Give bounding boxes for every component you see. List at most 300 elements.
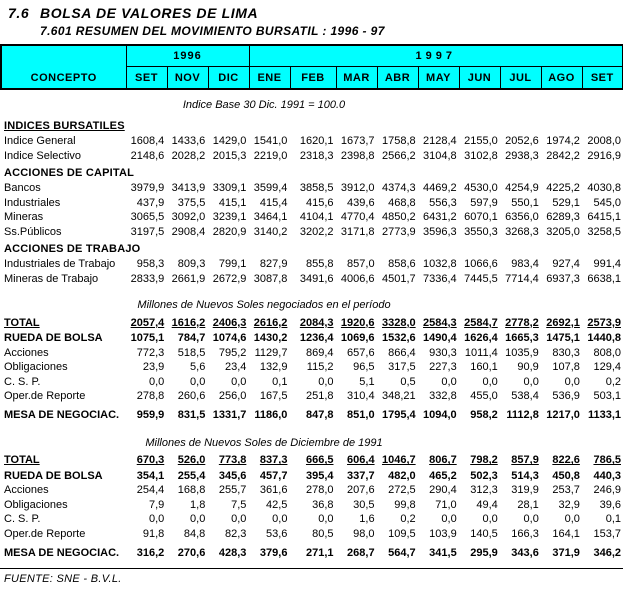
value-cell: 1920,6 bbox=[340, 316, 375, 329]
value-cell: 5,1 bbox=[359, 375, 375, 388]
value-cell: 98,0 bbox=[353, 527, 375, 540]
value-cell: 822,6 bbox=[552, 454, 580, 467]
value-cell: 3258,5 bbox=[587, 225, 621, 238]
value-cell: 1236,4 bbox=[299, 332, 334, 344]
value-cell: 2661,9 bbox=[171, 272, 206, 285]
value-cell: 798,2 bbox=[470, 454, 498, 467]
value-cell: 36,8 bbox=[312, 498, 334, 511]
value-cell: 437,9 bbox=[136, 196, 165, 209]
row-label: Oper.de Reporte bbox=[4, 527, 86, 540]
value-cell: 927,4 bbox=[552, 258, 580, 270]
value-cell: 0,0 bbox=[564, 375, 580, 388]
column-header-table bbox=[0, 44, 623, 90]
table-row bbox=[0, 313, 623, 331]
value-cell: 2584,3 bbox=[423, 316, 457, 329]
value-cell: 1620,1 bbox=[299, 135, 334, 147]
value-cell: 857,0 bbox=[347, 258, 375, 270]
value-cell: 160,1 bbox=[470, 361, 498, 373]
row-label: Obligaciones bbox=[4, 361, 68, 373]
value-cell: 7,5 bbox=[231, 498, 247, 511]
value-cell: 1046,7 bbox=[381, 454, 416, 467]
value-cell: 53,6 bbox=[266, 527, 288, 540]
value-cell: 2820,9 bbox=[212, 225, 247, 238]
value-cell: 1475,1 bbox=[546, 332, 580, 344]
value-cell: 256,0 bbox=[218, 390, 247, 402]
value-cell: 3858,5 bbox=[299, 182, 334, 194]
value-cell: 1,6 bbox=[359, 513, 375, 525]
value-cell: 1217,0 bbox=[546, 409, 580, 422]
value-cell: 272,5 bbox=[388, 484, 416, 496]
table-row bbox=[0, 541, 623, 561]
value-cell: 4104,1 bbox=[299, 211, 334, 223]
value-cell: 316,2 bbox=[136, 546, 165, 559]
year-group-header: 1996 bbox=[126, 45, 249, 67]
value-cell: 0,0 bbox=[272, 513, 288, 525]
value-cell: 983,4 bbox=[511, 258, 539, 270]
value-cell: 2015,3 bbox=[212, 149, 247, 162]
row-label: Mineras bbox=[4, 211, 44, 223]
row-label: Industriales de Trabajo bbox=[4, 258, 116, 270]
value-cell: 1430,2 bbox=[253, 332, 288, 344]
value-cell: 3205,0 bbox=[546, 225, 580, 238]
value-cell: 795,2 bbox=[218, 346, 247, 359]
value-cell: 1331,7 bbox=[212, 409, 247, 422]
table-row bbox=[0, 360, 623, 375]
value-cell: 2057,4 bbox=[130, 316, 165, 329]
value-cell: 2908,4 bbox=[171, 225, 206, 238]
value-cell: 1035,9 bbox=[505, 346, 539, 359]
value-cell: 0,5 bbox=[400, 375, 416, 388]
value-cell: 606,4 bbox=[347, 454, 375, 467]
value-cell: 564,7 bbox=[388, 546, 416, 559]
value-cell: 415,4 bbox=[259, 196, 288, 209]
value-cell: 670,3 bbox=[136, 454, 165, 467]
table-note bbox=[0, 90, 623, 113]
table-row bbox=[0, 149, 623, 164]
value-cell: 7445,5 bbox=[464, 272, 498, 285]
value-cell: 107,8 bbox=[552, 361, 580, 373]
row-label: Acciones bbox=[4, 484, 49, 496]
value-cell: 39,6 bbox=[599, 498, 621, 511]
value-cell: 2938,3 bbox=[505, 149, 539, 162]
table-row bbox=[0, 196, 623, 211]
value-cell: 869,4 bbox=[305, 346, 334, 359]
value-cell: 439,6 bbox=[347, 196, 375, 209]
value-cell: 3328,0 bbox=[381, 316, 416, 329]
value-cell: 3239,1 bbox=[212, 211, 247, 223]
value-cell: 4225,2 bbox=[546, 182, 580, 194]
table-row bbox=[0, 389, 623, 404]
value-cell: 1673,7 bbox=[340, 135, 375, 147]
section-heading bbox=[0, 163, 623, 181]
value-cell: 4530,0 bbox=[464, 182, 498, 194]
value-cell: 958,2 bbox=[470, 409, 498, 422]
value-cell: 91,8 bbox=[142, 527, 165, 540]
row-label: C. S. P. bbox=[4, 513, 41, 525]
value-cell: 1074,6 bbox=[212, 332, 247, 344]
value-cell: 536,9 bbox=[552, 390, 580, 402]
value-cell: 468,8 bbox=[388, 196, 416, 209]
table-row bbox=[0, 331, 623, 346]
table-row bbox=[0, 451, 623, 469]
value-cell: 1608,4 bbox=[130, 135, 165, 147]
value-cell: 0,0 bbox=[148, 513, 165, 525]
value-cell: 1490,4 bbox=[423, 332, 457, 344]
table-row bbox=[0, 469, 623, 484]
value-cell: 99,8 bbox=[394, 498, 416, 511]
value-cell: 295,9 bbox=[470, 546, 498, 559]
value-cell: 253,7 bbox=[552, 484, 580, 496]
value-cell: 0,0 bbox=[441, 513, 457, 525]
value-cell: 341,5 bbox=[429, 546, 457, 559]
row-label: TOTAL bbox=[4, 316, 40, 329]
value-cell: 2052,6 bbox=[505, 135, 539, 147]
value-cell: 28,1 bbox=[517, 498, 539, 511]
row-label: RUEDA DE BOLSA bbox=[4, 332, 103, 344]
value-cell: 2842,2 bbox=[546, 149, 580, 162]
value-cell: 2773,9 bbox=[381, 225, 416, 238]
value-cell: 1440,8 bbox=[587, 332, 621, 344]
value-cell: 0,1 bbox=[605, 513, 621, 525]
value-cell: 3102,8 bbox=[464, 149, 498, 162]
row-label: Acciones bbox=[4, 346, 49, 359]
data-table bbox=[0, 90, 623, 561]
value-cell: 3202,2 bbox=[299, 225, 334, 238]
value-cell: 3979,9 bbox=[130, 182, 165, 194]
value-cell: 6289,3 bbox=[546, 211, 580, 223]
table-row bbox=[0, 404, 623, 424]
value-cell: 556,3 bbox=[429, 196, 457, 209]
value-cell: 1541,0 bbox=[253, 135, 288, 147]
value-cell: 254,4 bbox=[136, 484, 165, 496]
section-number: 7.6 bbox=[8, 5, 30, 21]
value-cell: 3092,0 bbox=[171, 211, 206, 223]
value-cell: 348,21 bbox=[381, 390, 416, 402]
section-heading bbox=[0, 239, 623, 257]
value-cell: 1,8 bbox=[190, 498, 206, 511]
row-label: MESA DE NEGOCIAC. bbox=[4, 546, 120, 559]
value-cell: 3413,9 bbox=[171, 182, 206, 194]
value-cell: 3197,5 bbox=[130, 225, 165, 238]
value-cell: 260,6 bbox=[177, 390, 206, 402]
value-cell: 3268,3 bbox=[505, 225, 539, 238]
value-cell: 1066,6 bbox=[464, 258, 498, 270]
value-cell: 3464,1 bbox=[253, 211, 288, 223]
value-cell: 2778,2 bbox=[505, 316, 539, 329]
value-cell: 6070,1 bbox=[464, 211, 498, 223]
value-cell: 1616,2 bbox=[171, 316, 206, 329]
value-cell: 4374,3 bbox=[381, 182, 416, 194]
value-cell: 0,0 bbox=[190, 375, 206, 388]
section-heading-label: ACCIONES DE CAPITAL bbox=[4, 167, 135, 179]
value-cell: 80,5 bbox=[312, 527, 334, 540]
year-group-header: 1997 bbox=[249, 45, 623, 67]
value-cell: 255,4 bbox=[177, 469, 206, 482]
table-row bbox=[0, 210, 623, 225]
value-cell: 3550,3 bbox=[464, 225, 498, 238]
value-cell: 809,3 bbox=[177, 258, 206, 270]
note-text: Millones de Nuevos Soles de Diciembre de 1991 bbox=[145, 436, 383, 449]
value-cell: 428,3 bbox=[218, 546, 247, 559]
value-cell: 2616,2 bbox=[253, 316, 288, 329]
value-cell: 4006,6 bbox=[340, 272, 375, 285]
value-cell: 958,3 bbox=[136, 258, 165, 270]
value-cell: 0,1 bbox=[272, 375, 288, 388]
value-cell: 2566,2 bbox=[381, 149, 416, 162]
value-cell: 5,6 bbox=[190, 361, 206, 373]
value-cell: 2398,8 bbox=[340, 149, 375, 162]
value-cell: 930,3 bbox=[429, 346, 457, 359]
value-cell: 3596,3 bbox=[423, 225, 457, 238]
value-cell: 6638,1 bbox=[587, 272, 621, 285]
value-cell: 278,0 bbox=[305, 484, 334, 496]
value-cell: 2128,4 bbox=[423, 135, 457, 147]
value-cell: 526,0 bbox=[177, 454, 206, 467]
value-cell: 1186,0 bbox=[254, 409, 288, 422]
value-cell: 153,7 bbox=[593, 527, 621, 540]
value-cell: 337,7 bbox=[347, 469, 375, 482]
value-cell: 503,1 bbox=[593, 390, 621, 402]
value-cell: 164,1 bbox=[552, 527, 580, 540]
value-cell: 550,1 bbox=[511, 196, 539, 209]
value-cell: 1133,1 bbox=[587, 409, 621, 422]
value-cell: 6356,0 bbox=[505, 211, 539, 223]
value-cell: 3171,8 bbox=[340, 225, 375, 238]
value-cell: 278,8 bbox=[136, 390, 165, 402]
value-cell: 312,3 bbox=[470, 484, 498, 496]
value-cell: 1974,2 bbox=[546, 135, 580, 147]
month-column-header: DIC bbox=[208, 67, 249, 90]
value-cell: 3491,6 bbox=[299, 272, 334, 285]
value-cell: 379,6 bbox=[259, 546, 288, 559]
row-label: Mineras de Trabajo bbox=[4, 272, 99, 285]
value-cell: 255,7 bbox=[218, 484, 247, 496]
value-cell: 1758,8 bbox=[381, 135, 416, 147]
value-cell: 207,6 bbox=[347, 484, 375, 496]
value-cell: 1112,8 bbox=[506, 409, 539, 422]
value-cell: 502,3 bbox=[470, 469, 498, 482]
month-column-header: ENE bbox=[249, 67, 290, 90]
row-label: TOTAL bbox=[4, 454, 40, 467]
value-cell: 0,0 bbox=[231, 375, 247, 388]
table-row bbox=[0, 134, 623, 149]
value-cell: 3087,8 bbox=[253, 272, 288, 285]
value-cell: 2406,3 bbox=[212, 316, 247, 329]
value-cell: 0,0 bbox=[231, 513, 247, 525]
value-cell: 799,1 bbox=[218, 258, 247, 270]
value-cell: 3140,2 bbox=[253, 225, 288, 238]
value-cell: 831,5 bbox=[177, 409, 206, 422]
row-label: C. S. P. bbox=[4, 375, 41, 388]
value-cell: 772,3 bbox=[136, 346, 165, 359]
value-cell: 343,6 bbox=[511, 546, 539, 559]
value-cell: 3309,1 bbox=[212, 182, 247, 194]
value-cell: 6415,1 bbox=[587, 211, 621, 223]
value-cell: 140,5 bbox=[470, 527, 498, 540]
value-cell: 2008,0 bbox=[587, 135, 621, 147]
month-column-header: JUN bbox=[459, 67, 500, 90]
value-cell: 2084,3 bbox=[299, 316, 334, 329]
table-row bbox=[0, 225, 623, 240]
value-cell: 450,8 bbox=[552, 469, 580, 482]
row-label: Ss.Públicos bbox=[4, 225, 62, 238]
value-cell: 0,0 bbox=[318, 375, 334, 388]
table-row bbox=[0, 272, 623, 287]
row-label: Indice General bbox=[4, 135, 76, 147]
month-column-header: AGO bbox=[541, 67, 582, 90]
value-cell: 0,0 bbox=[482, 375, 498, 388]
value-cell: 0,0 bbox=[441, 375, 457, 388]
value-cell: 2155,0 bbox=[464, 135, 498, 147]
note-text: Indice Base 30 Dic. 1991 = 100.0 bbox=[182, 99, 346, 111]
value-cell: 538,4 bbox=[511, 390, 539, 402]
month-column-header: JUL bbox=[500, 67, 541, 90]
value-cell: 271,1 bbox=[305, 546, 334, 559]
table-row bbox=[0, 483, 623, 498]
value-cell: 96,5 bbox=[353, 361, 375, 373]
value-cell: 855,8 bbox=[305, 258, 334, 270]
table-row bbox=[0, 181, 623, 196]
value-cell: 415,1 bbox=[218, 196, 247, 209]
value-cell: 82,3 bbox=[224, 527, 247, 540]
value-cell: 3912,0 bbox=[340, 182, 375, 194]
concept-column-header: CONCEPTO bbox=[1, 45, 126, 89]
value-cell: 4850,2 bbox=[381, 211, 416, 223]
value-cell: 786,5 bbox=[593, 454, 621, 467]
value-cell: 6431,2 bbox=[423, 211, 457, 223]
value-cell: 23,9 bbox=[142, 361, 165, 373]
table-note bbox=[0, 424, 623, 451]
value-cell: 84,8 bbox=[183, 527, 206, 540]
value-cell: 270,6 bbox=[177, 546, 206, 559]
value-cell: 71,0 bbox=[435, 498, 457, 511]
value-cell: 30,5 bbox=[353, 498, 375, 511]
value-cell: 991,4 bbox=[593, 258, 621, 270]
value-cell: 375,5 bbox=[177, 196, 206, 209]
value-cell: 455,0 bbox=[470, 390, 498, 402]
value-cell: 518,5 bbox=[177, 346, 206, 359]
value-cell: 1094,0 bbox=[423, 409, 457, 422]
value-cell: 4254,9 bbox=[505, 182, 539, 194]
value-cell: 268,7 bbox=[347, 546, 375, 559]
table-note bbox=[0, 286, 623, 313]
value-cell: 346,2 bbox=[593, 546, 621, 559]
value-cell: 319,9 bbox=[511, 484, 539, 496]
value-cell: 1075,1 bbox=[130, 332, 165, 344]
value-cell: 0,0 bbox=[482, 513, 498, 525]
value-cell: 773,8 bbox=[218, 454, 247, 467]
value-cell: 1532,6 bbox=[381, 332, 416, 344]
row-label: MESA DE NEGOCIAC. bbox=[4, 409, 120, 422]
value-cell: 2672,9 bbox=[212, 272, 247, 285]
month-column-header: SET bbox=[582, 67, 623, 90]
value-cell: 371,9 bbox=[552, 546, 580, 559]
value-cell: 345,6 bbox=[218, 469, 247, 482]
value-cell: 7714,4 bbox=[505, 272, 539, 285]
value-cell: 4030,8 bbox=[587, 182, 621, 194]
value-cell: 103,9 bbox=[429, 527, 457, 540]
value-cell: 42,5 bbox=[266, 498, 288, 511]
value-cell: 1665,3 bbox=[505, 332, 539, 344]
value-cell: 1626,4 bbox=[464, 332, 498, 344]
value-cell: 1429,0 bbox=[212, 135, 247, 147]
value-cell: 784,7 bbox=[177, 332, 206, 344]
page-title bbox=[0, 0, 623, 21]
value-cell: 1011,4 bbox=[464, 346, 498, 359]
note-text: Millones de Nuevos Soles negociados en el período bbox=[137, 299, 391, 311]
row-label: Indice Selectivo bbox=[4, 149, 82, 162]
value-cell: 657,6 bbox=[347, 346, 375, 359]
page-subtitle: 7.601 RESUMEN DEL MOVIMIENTO BURSATIL : 1996 - 97 bbox=[40, 24, 385, 38]
value-cell: 317,5 bbox=[388, 361, 416, 373]
value-cell: 395,4 bbox=[305, 469, 334, 482]
table-row bbox=[0, 512, 623, 527]
value-cell: 857,9 bbox=[511, 454, 539, 467]
value-cell: 415,6 bbox=[305, 196, 334, 209]
value-cell: 597,9 bbox=[470, 196, 498, 209]
row-label: Bancos bbox=[4, 182, 41, 194]
value-cell: 3065,5 bbox=[130, 211, 165, 223]
value-cell: 1795,4 bbox=[381, 409, 416, 422]
value-cell: 4770,4 bbox=[340, 211, 375, 223]
value-cell: 545,0 bbox=[593, 196, 621, 209]
table-row bbox=[0, 346, 623, 361]
value-cell: 514,3 bbox=[511, 469, 539, 482]
value-cell: 1069,6 bbox=[340, 332, 375, 344]
value-cell: 246,9 bbox=[593, 484, 621, 496]
value-cell: 1032,8 bbox=[423, 258, 457, 270]
value-cell: 0,0 bbox=[564, 513, 580, 525]
value-cell: 3599,4 bbox=[253, 182, 288, 194]
value-cell: 0,2 bbox=[400, 513, 416, 525]
value-cell: 0,0 bbox=[318, 513, 334, 525]
month-column-header: SET bbox=[126, 67, 167, 90]
row-label: RUEDA DE BOLSA bbox=[4, 469, 103, 482]
table-row bbox=[0, 498, 623, 513]
section-heading bbox=[0, 113, 623, 134]
table-row bbox=[0, 257, 623, 272]
value-cell: 167,5 bbox=[259, 390, 288, 402]
value-cell: 959,9 bbox=[136, 409, 165, 422]
value-cell: 2219,0 bbox=[253, 149, 288, 162]
value-cell: 354,1 bbox=[136, 469, 165, 482]
value-cell: 827,9 bbox=[259, 258, 288, 270]
title-text: BOLSA DE VALORES DE LIMA bbox=[40, 5, 259, 21]
table-row bbox=[0, 375, 623, 390]
value-cell: 4469,2 bbox=[423, 182, 457, 194]
value-cell: 808,0 bbox=[593, 346, 621, 359]
value-cell: 0,2 bbox=[605, 375, 621, 388]
value-cell: 0,0 bbox=[148, 375, 165, 388]
value-cell: 49,4 bbox=[476, 498, 498, 511]
row-label: Obligaciones bbox=[4, 498, 68, 511]
value-cell: 837,3 bbox=[259, 454, 288, 467]
value-cell: 23,4 bbox=[224, 361, 247, 373]
value-cell: 2584,7 bbox=[464, 316, 498, 329]
section-heading-label: ACCIONES DE TRABAJO bbox=[4, 243, 141, 255]
value-cell: 90,9 bbox=[517, 361, 539, 373]
value-cell: 1433,6 bbox=[171, 135, 206, 147]
value-cell: 166,3 bbox=[511, 527, 539, 540]
value-cell: 457,7 bbox=[259, 469, 288, 482]
value-cell: 109,5 bbox=[388, 527, 416, 540]
value-cell: 115,2 bbox=[306, 361, 334, 373]
value-cell: 2573,9 bbox=[587, 316, 621, 329]
value-cell: 806,7 bbox=[429, 454, 457, 467]
value-cell: 2318,3 bbox=[299, 149, 334, 162]
value-cell: 290,4 bbox=[429, 484, 457, 496]
value-cell: 227,3 bbox=[429, 361, 457, 373]
